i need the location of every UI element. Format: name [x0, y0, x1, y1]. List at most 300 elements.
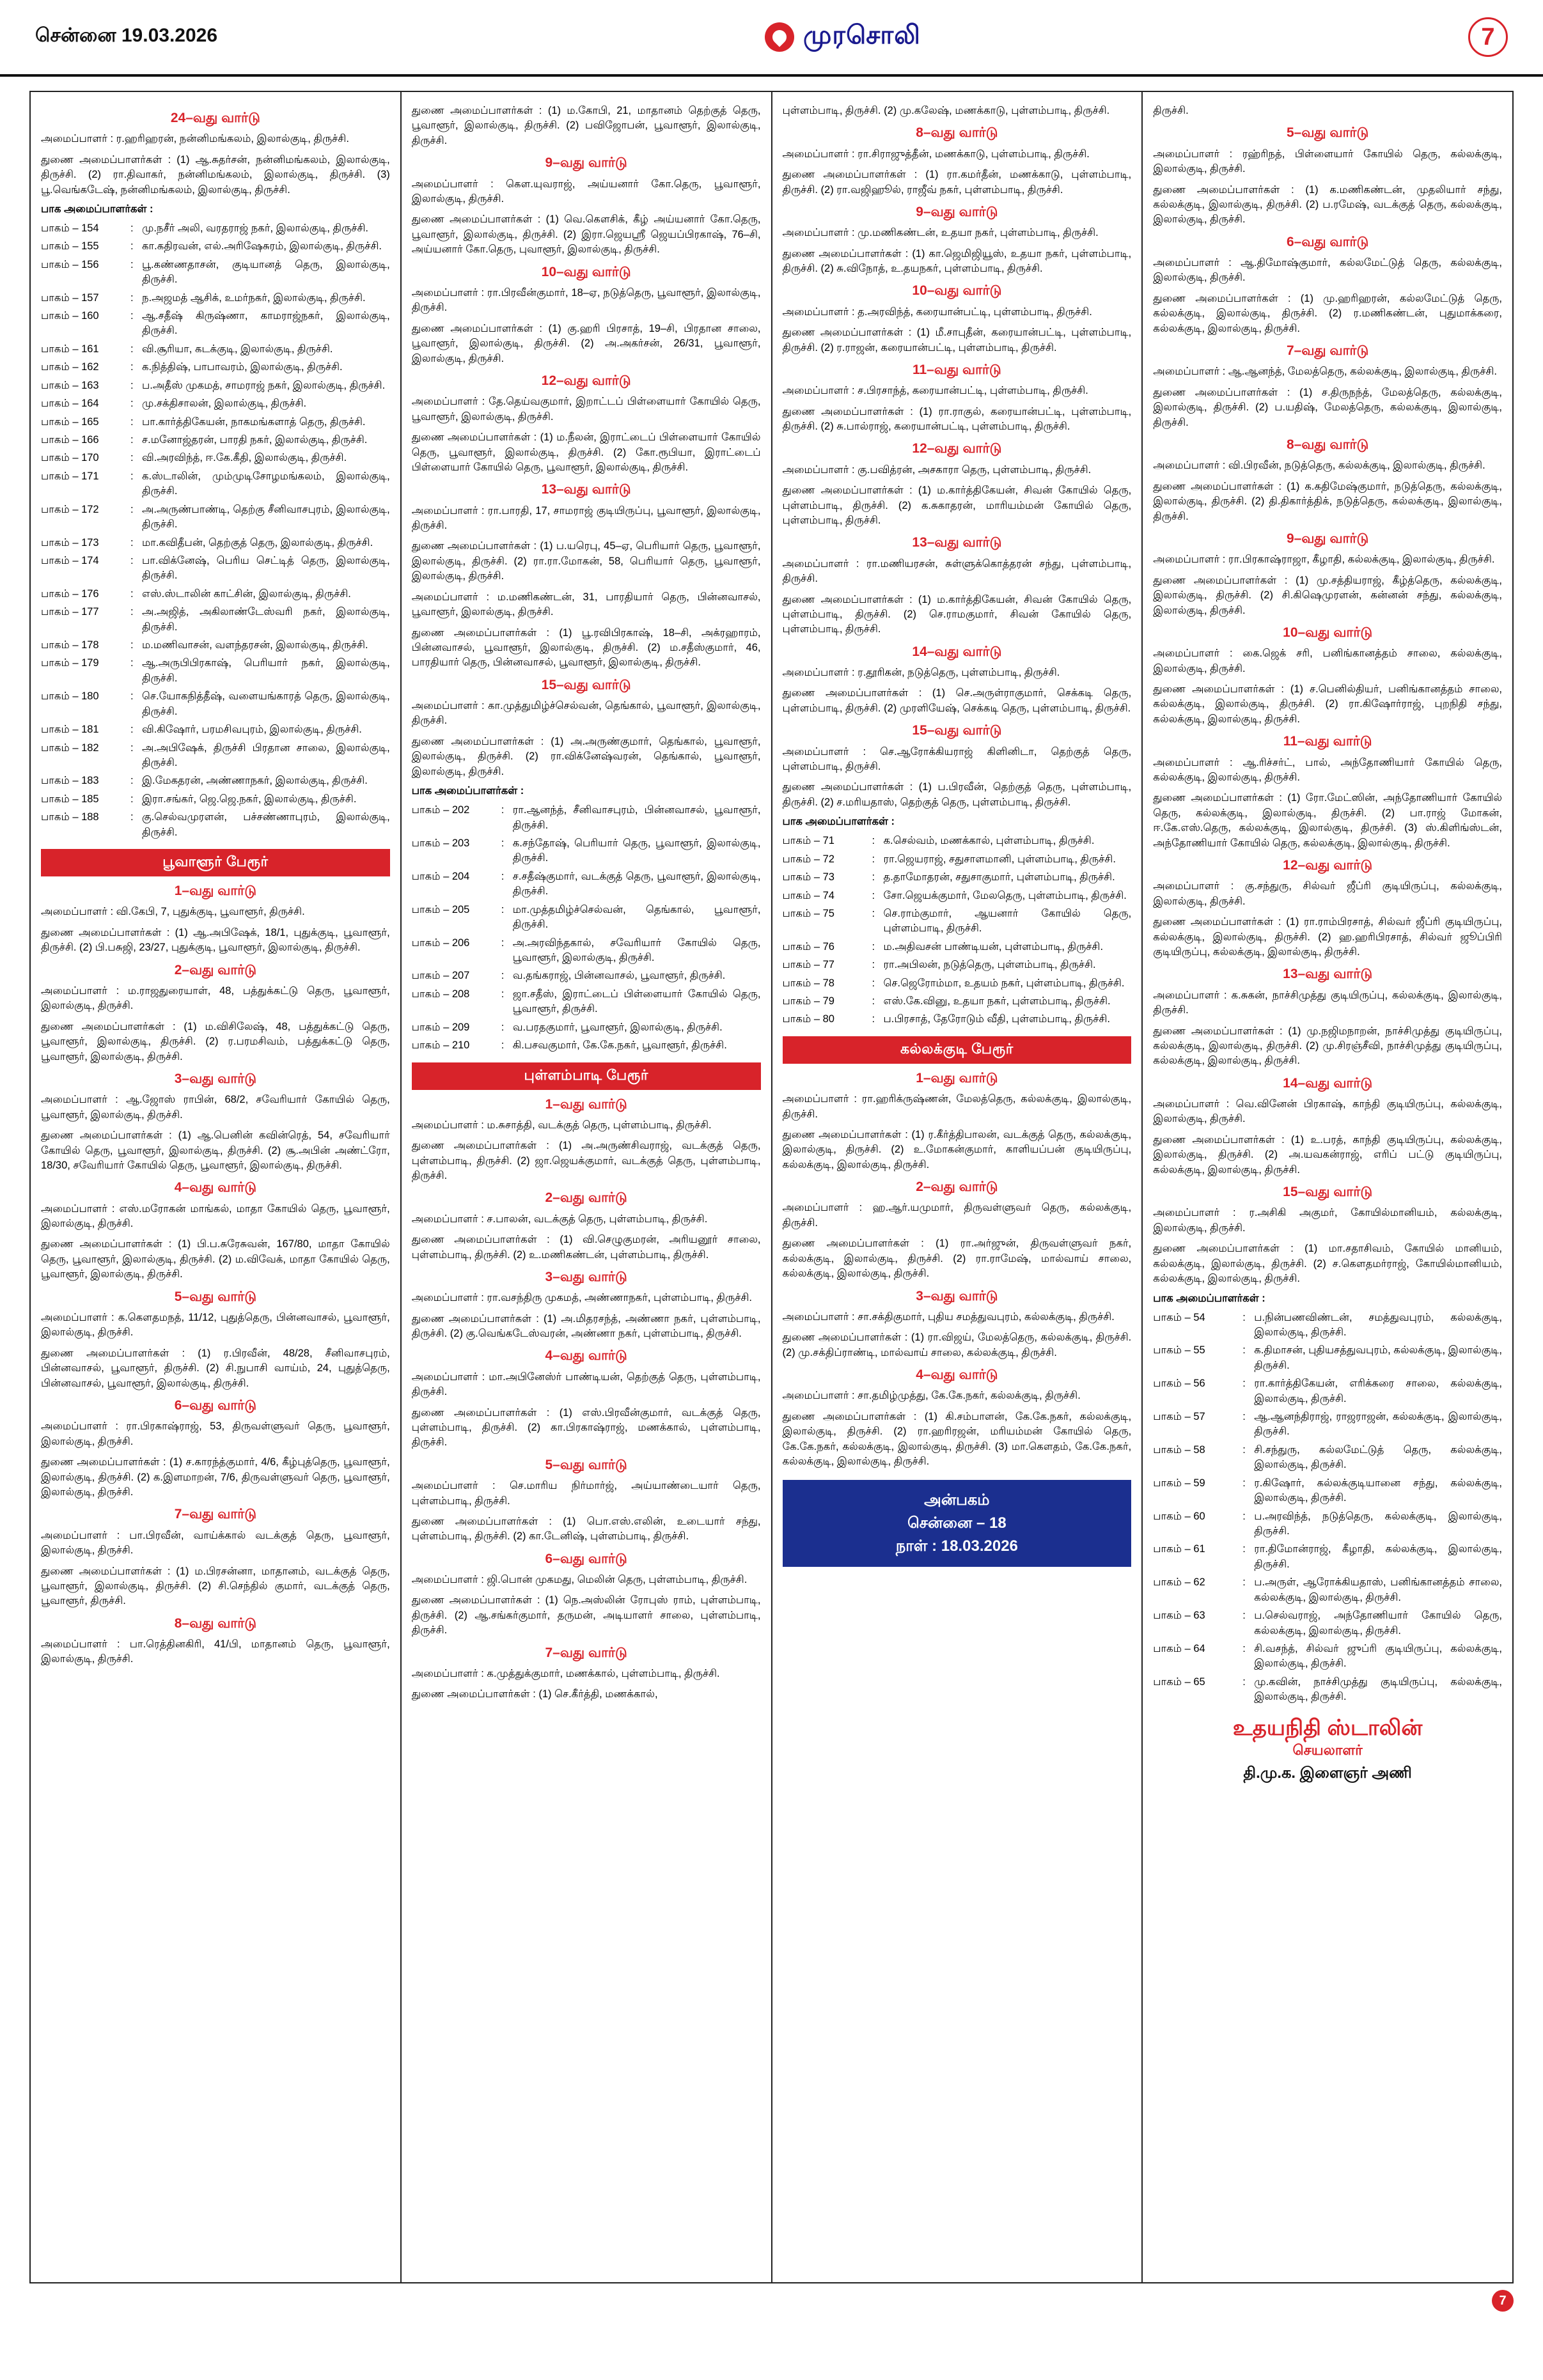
organiser-entry: துணை அமைப்பாளர்கள் : (1) எஸ்.பிரவீன்குமார், வடக்குத் தெரு, புள்ளம்பாடி, திருச்சி. (2) கா.பிரகாஷ்ராஜ், மணக்கால், புள்ளம்பாடி, திருச்சி. [411, 1406, 761, 1449]
part-row [783, 870, 1132, 885]
part-separator: : [130, 452, 134, 464]
ward-heading: 9–வது வார்டு [916, 204, 998, 219]
part-organiser-name: ப.அரவிந்த், நடுத்தெரு, கல்லக்குடி, இலால்குடி, திருச்சி. [1254, 1510, 1502, 1537]
part-number: பாகம் – 59 [1153, 1477, 1205, 1489]
part-number: பாகம் – 63 [1153, 1610, 1205, 1622]
part-separator: : [130, 639, 134, 651]
part-separator: : [130, 554, 134, 566]
ward-heading: 5–வது வார்டு [174, 1289, 257, 1304]
part-organiser-name: ம.மணிவாசன், வளந்தரசன், இலால்குடி, திருச்சி. [142, 639, 368, 651]
organiser-entry: அமைப்பாளர் : ஆ.ஜோஸ் ராபின், 68/2, சவேரியார் கோயில் தெரு, பூவாளூர், இலால்குடி, திருச்சி. [41, 1094, 390, 1121]
organiser-entry: துணை அமைப்பாளர்கள் : (1) ரா.கமர்தீன், மணக்காடு, புள்ளம்பாடி, திருச்சி. (2) ரா.வஜிஹூல், ராஜீவ் நகர், புள்ளம்பாடி, திருச்சி. [782, 169, 1132, 196]
ward-heading: 12–வது வார்டு [912, 441, 1002, 456]
part-number: பாகம் – 78 [782, 977, 834, 989]
part-organiser-name: எஸ்.ஸ்டாலின் காட்சின், இலால்குடி, திருச்சி. [142, 587, 351, 600]
organiser-entry: அமைப்பாளர் : மா.அபினேஸ்ர் பாண்டியன், தெற்குத் தெரு, புள்ளம்பாடி, திருச்சி. [411, 1371, 761, 1398]
part-number: பாகம் – 75 [782, 907, 834, 919]
part-row [412, 987, 761, 1017]
part-number: பாகம் – 157 [41, 292, 99, 304]
organiser-entry: துணை அமைப்பாளர்கள் : (1) பொ.எஸ்.எலின், உடையார் சந்து, புள்ளம்பாடி, திருச்சி. (2) கா.டேனிஷ், புள்ளம்பாடி, திருச்சி. [411, 1515, 761, 1543]
part-organiser-name: அ.அபிஷேக், திருச்சி பிரதான சாலை, இலால்குடி, திருச்சி. [142, 742, 390, 769]
part-organiser-name: செ.ஜெரோம்மா, உதயம் நகர், புள்ளம்பாடி, திருச்சி. [883, 977, 1125, 989]
part-number: பாகம் – 205 [411, 903, 470, 915]
part-number: பாகம் – 154 [41, 222, 99, 234]
organiser-entry: அமைப்பாளர் : க.கௌதமநத், 11/12, புதுத்தெரு, பின்னவாசல், பூவாளூர், இலால்குடி, திருச்சி. [41, 1311, 390, 1339]
part-row [783, 940, 1132, 954]
address-line: அன்பகம் [924, 1491, 990, 1509]
part-organiser-list [783, 834, 1132, 1027]
ward-heading: 12–வது வார்டு [541, 373, 631, 388]
part-row [41, 221, 390, 236]
part-separator: : [501, 937, 505, 949]
page-number-badge: 7 [1468, 17, 1508, 57]
part-separator: : [1242, 1543, 1246, 1555]
part-organiser-name: வ.தங்கராஜ், பின்னவாசல், பூவாளூர், திருச்சி. [512, 970, 726, 982]
ward-heading: 13–வது வார்டு [1283, 967, 1373, 982]
organiser-entry: அமைப்பாளர் : கௌ.யுவராஜ், அய்யனார் கோ.தெரு, பூவாளூர், இலால்குடி, திருச்சி. [411, 178, 761, 205]
part-row [412, 1038, 761, 1053]
ward-heading: 15–வது வார்டு [541, 677, 631, 692]
organiser-entry: அமைப்பாளர் : ஆ.ரிச்சர்ட், பால், அந்தோணியார் கோயில் தெரு, கல்லக்குடி, இலால்குடி, திருச்சி. [1153, 756, 1502, 783]
part-row [783, 889, 1132, 903]
ward-heading: 13–வது வார்டு [912, 535, 1002, 550]
part-organiser-name: ப.பிரசாத், தேரோடும் வீதி, புள்ளம்பாடி, திருச்சி. [883, 1013, 1110, 1025]
section-subtitle: பாக அமைப்பாளர்கள் : [1153, 1292, 1265, 1304]
part-row [41, 378, 390, 393]
part-organiser-name: ரா.ஆனந்த், சீனிவாசபுரம், பின்னவாசல், பூவாளூர், திருச்சி. [512, 804, 761, 831]
organiser-entry: துணை அமைப்பாளர்கள் : (1) ரா.விஜய், மேலத்தெரு, கல்லக்குடி, திருச்சி. (2) மு.சக்திப்ராண்டி, மால்வாய் சாலை, கல்லக்குடி, திருச்சி. [782, 1332, 1132, 1358]
part-separator: : [130, 503, 134, 515]
organiser-entry: அமைப்பாளர் : ரா.வசந்திரு முகமத், அண்ணாநகர், புள்ளம்பாடி, திருச்சி. [411, 1292, 752, 1304]
part-row [1153, 1343, 1502, 1373]
part-number: பாகம் – 210 [411, 1039, 470, 1052]
part-number: பாகம் – 185 [41, 793, 99, 805]
town-banner: புள்ளம்பாடி பேரூர் [412, 1062, 761, 1090]
organiser-entry: துணை அமைப்பாளர்கள் : (1) உ.பரத், காந்தி குடியிருப்பு, கல்லக்குடி, இலால்குடி, திருச்சி. (2) அ.யவகன்ராஜ், எரிப் பட்டு குடியிருப்பு, கல்லக்குடி, இலால்குடி, திருச்சி. [1153, 1133, 1502, 1176]
part-organiser-name: அ.அருண்பாண்டி, தெற்கு சீனிவாசபுரம், இலால்குடி, திருச்சி. [142, 503, 390, 531]
part-separator: : [130, 343, 134, 355]
part-separator: : [872, 871, 875, 883]
ward-heading: 3–வது வார்டு [916, 1288, 998, 1303]
part-row [783, 852, 1132, 867]
part-row [783, 994, 1132, 1009]
masthead-title: முரசொலி [803, 21, 921, 49]
organiser-entry: துணை அமைப்பாளர்கள் : (1) மா.சதாசிவம், கோயில் மானியம், கல்லக்குடி, இலால்குடி, திருச்சி. (2) ச.கௌதமர்ராஜ், கோயில்மானியம், கல்லக்குடி, இலால்குடி, திருச்சி. [1153, 1243, 1502, 1285]
part-row [783, 976, 1132, 991]
part-row [412, 803, 761, 833]
part-row [41, 291, 390, 306]
organiser-entry: அமைப்பாளர் : க.முத்துக்குமார், மணக்கால், புள்ளம்பாடி, திருச்சி. [411, 1667, 720, 1679]
organiser-entry: துணை அமைப்பாளர்கள் : (1) அ.அருண்சிவராஜ், வடக்குத் தெரு, புள்ளம்பாடி, திருச்சி. (2) ஜா.ஜெயக்குமார், வடக்குத் தெரு, புள்ளம்பாடி, திருச்சி. [411, 1140, 761, 1182]
part-row [412, 836, 761, 866]
content-columns [29, 91, 1514, 2283]
part-row [41, 722, 390, 737]
part-separator: : [130, 724, 134, 736]
part-row [1153, 1608, 1502, 1638]
organiser-entry: அமைப்பாளர் : ரா.சிராஜுத்தீன், மணக்காடு, புள்ளம்பாடி, திருச்சி. [782, 148, 1090, 160]
part-separator: : [872, 959, 875, 971]
part-number: பாகம் – 172 [41, 503, 99, 515]
part-row [1153, 1476, 1502, 1506]
organiser-entry: துணை அமைப்பாளர்கள் : (1) ஆ.சுதர்சன், நன்னிமங்கலம், இலால்குடி, திருச்சி. (2) ரா.திவாகர், நன்னிமங்கலம், இலால்குடி, திருச்சி. (3) பூ.வெங்கடேஷ், நன்னிமங்கலம், இலால்குடி, திருச்சி. [41, 153, 390, 196]
part-number: பாகம் – 188 [41, 811, 99, 823]
part-organiser-name: ம.அதிவசன் பாண்டியன், புள்ளம்பாடி, திருச்சி. [883, 940, 1104, 953]
part-number: பாகம் – 163 [41, 379, 99, 391]
part-organiser-name: க.ஸ்டாலின், மும்முடிசோழமங்கலம், இலால்குடி, திருச்சி. [142, 470, 390, 497]
part-organiser-name: கா.கதிரவன், எல்.அரிஷேசுரம், இலால்குடி, திருச்சி. [142, 240, 382, 253]
ward-heading: 24–வது வார்டு [170, 111, 260, 125]
organiser-entry: அமைப்பாளர் : ம.ராஜதுரையாள், 48, பத்துக்கட்டு தெரு, பூவாளூர், இலால்குடி, திருச்சி. [41, 984, 390, 1012]
part-separator: : [130, 775, 134, 787]
organiser-entry: அமைப்பாளர் : ஜி.பொன் முகமது, மெலின் தெரு, புள்ளம்பாடி, திருச்சி. [411, 1574, 748, 1586]
part-number: பாகம் – 73 [782, 871, 834, 883]
part-number: பாகம் – 176 [41, 587, 99, 600]
section-subtitle: பாக அமைப்பாளர்கள் : [411, 785, 524, 797]
part-organiser-name: பா.கார்த்திகேயன், நாகமங்களாத் தெரு, திருச்சி. [142, 416, 366, 428]
part-separator: : [1242, 1610, 1246, 1622]
organiser-entry: துணை அமைப்பாளர்கள் : (1) கி.சம்பாளன், கே.கே.நகர், கல்லக்குடி, இலால்குடி, திருச்சி. (2) ரா.ஹரிரஜன், மரியம்மன் கோயில் தெரு, கே.கே.நகர், கல்லக்குடி, இலால்குடி, திருச்சி. (3) மா.கௌதம், கே.கே.நகர், கல்லக்குடி, இலால்குடி, திருச்சி. [782, 1410, 1132, 1468]
part-organiser-name: ரா.திமோன்ராஜ், கீழாதி, கல்லக்குடி, இலால்குடி, திருச்சி. [1254, 1543, 1502, 1570]
part-organiser-name: எஸ்.கே.வினு, உதயா நகர், புள்ளம்பாடி, திருச்சி. [883, 995, 1111, 1007]
ward-heading: 6–வது வார்டு [545, 1551, 627, 1566]
organiser-entry: துணை அமைப்பாளர்கள் : (1) ம.கார்த்திகேயன், சிவன் கோயில் தெரு, புள்ளம்பாடி, திருச்சி. (2) க.சுகாதரன், மாரியம்மன் கோயில் தெரு, புள்ளம்பாடி, திருச்சி. [782, 485, 1132, 526]
footer-bar [29, 2290, 1514, 2315]
part-organiser-name: ந.அஜமத் ஆசிக், உமர்நகர், இலால்குடி, திருச்சி. [142, 292, 366, 304]
part-organiser-name: க.செல்வம், மணக்கால், புள்ளம்பாடி, திருச்சி. [883, 835, 1095, 847]
organiser-entry: அமைப்பாளர் : ம.சுசாத்தி, வடக்குத் தெரு, புள்ளம்பாடி, திருச்சி. [411, 1119, 712, 1131]
part-number: பாகம் – 62 [1153, 1576, 1205, 1589]
ward-heading: 7–வது வார்டு [545, 1645, 627, 1660]
part-organiser-name: செ.யோகநித்தீஷ், வளையங்காரத் தெரு, இலால்குடி, திருச்சி. [142, 690, 390, 717]
part-organiser-name: க.சந்தோஷ், பெரியார் தெரு, பூவாளூர், இலால்குடி, திருச்சி. [512, 837, 761, 864]
part-number: பாகம் – 61 [1153, 1543, 1205, 1555]
part-row [41, 587, 390, 602]
part-organiser-name: வ.பரதகுமார், பூவாளூர், இலால்குடி, திருச்சி. [512, 1021, 723, 1033]
ward-heading: 15–வது வார்டு [1283, 1185, 1373, 1200]
ward-heading: 15–வது வார்டு [912, 723, 1002, 738]
organiser-entry: அமைப்பாளர் : ரா.பிரகாஷ்ராஜா, கீழாதி, கல்லக்குடி, இலால்குடி, திருச்சி. [1153, 554, 1495, 566]
part-separator: : [1242, 1344, 1246, 1357]
part-separator: : [872, 907, 875, 919]
signatory-role: செயலாளர் [1292, 1742, 1363, 1759]
organiser-entry: துணை அமைப்பாளர்கள் : (1) ம.கார்த்திகேயன், சிவன் கோயில் தெரு, புள்ளம்பாடி, திருச்சி. (2) செ.ராமகுமார், சிவன் கோயில் தெரு, புள்ளம்பாடி, திருச்சி. [782, 593, 1132, 635]
part-organiser-name: இரா.சங்கர், ஜெ.ஜெ.நகர், இலால்குடி, திருச்சி. [142, 793, 357, 805]
part-organiser-name: ஆ.சதீஷ் கிருஷ்ணா, காமராஜ்நகர், இலால்குடி, திருச்சி. [142, 310, 390, 337]
part-separator: : [1242, 1510, 1246, 1522]
organiser-entry: துணை அமைப்பாளர்கள் : (1) அ.மிதரசந்த், அண்ணா நகர், புள்ளம்பாடி, திருச்சி. (2) கு.வெங்கடேஸ்வரன், அண்ணா நகர், புள்ளம்பாடி, திருச்சி. [411, 1312, 761, 1340]
organiser-entry: அமைப்பாளர் : கு.பவித்ரன், அசகாரா தெரு, புள்ளம்பாடி, திருச்சி. [782, 463, 1092, 476]
address-line: நாள் : 18.03.2026 [895, 1537, 1018, 1555]
masthead [0, 0, 1543, 77]
organiser-entry: துணை அமைப்பாளர்கள் : (1) பி.ப.சுரேசுவன், 167/80, மாதா கோயில் தெரு, பூவாளூர், இலால்குடி, திருச்சி. (2) ம.விவேக், மாதா கோயில் தெரு, பூவாளூர், இலால்குடி, திருச்சி. [41, 1238, 390, 1280]
column-1 [31, 92, 400, 2282]
organiser-entry: அமைப்பாளர் : ரா.பிரவீன்குமார், 18–ஏ, நடுத்தெரு, பூவாளூர், இலால்குடி, திருச்சி. [411, 286, 761, 314]
organiser-entry: அமைப்பாளர் : மு.மணிகண்டன், உதயா நகர், புள்ளம்பாடி, திருச்சி. [782, 227, 1099, 239]
part-separator: : [130, 606, 134, 618]
organiser-entry: அமைப்பாளர் : தே.தெய்வகுமார், இறாட்டப் பிள்ளையார் கோயில் தெரு, பூவாளூர், இலால்குடி, திருச்சி. [411, 396, 761, 423]
ward-heading: 14–வது வார்டு [912, 644, 1002, 659]
part-row [783, 1012, 1132, 1027]
ward-heading: 5–வது வார்டு [1286, 125, 1369, 141]
part-row [41, 360, 390, 375]
organiser-entry: அமைப்பாளர் : ரா.பாரதி, 17, சாமராஜ் குடியிருப்பு, பூவாளூர், இலால்குடி, திருச்சி. [411, 504, 761, 532]
part-number: பாகம் – 72 [782, 853, 834, 865]
part-separator: : [130, 240, 134, 253]
organiser-entry: துணை அமைப்பாளர்கள் : (1) ம.நீலன், இராட்டைப் பிள்ளையார் கோயில் தெரு, பூவாளூர், இலால்குடி, திருச்சி. (2) கோ.ரூபியா, இராட்டைப் பிள்ளையார் கோயில் தெரு, பூவாளூர், இலால்குடி, திருச்சி. [411, 432, 761, 473]
part-row [412, 1020, 761, 1035]
part-number: பாகம் – 183 [41, 775, 99, 787]
part-number: பாகம் – 71 [782, 835, 834, 847]
organiser-entry: அமைப்பாளர் : கு.சந்துரு, சில்வர் ஜீப்ரி குடியிருப்பு, கல்லக்குடி, இலால்குடி, திருச்சி. [1153, 880, 1502, 907]
part-organiser-name: சோ.ஜெயக்குமார், மேலதெரு, புள்ளம்பாடி, திருச்சி. [883, 889, 1127, 901]
organiser-entry: துணை அமைப்பாளர்கள் : (1) ச.திருநந்த், மேலத்தெரு, கல்லக்குடி, இலால்குடி, திருச்சி. (2) ப.யதிஷ், மேலத்தெரு, கல்லக்குடி, இலால்குடி, திருச்சி. [1153, 386, 1502, 428]
part-row [1153, 1311, 1502, 1341]
organiser-entry: அமைப்பாளர் : ஹ.ஆர்.யமுமார், திருவள்ளுவர் தெரு, கல்லக்குடி, திருச்சி. [782, 1202, 1132, 1229]
part-row [41, 774, 390, 788]
part-separator: : [1242, 1411, 1246, 1423]
part-row [41, 554, 390, 584]
ward-heading: 12–வது வார்டு [1283, 858, 1373, 873]
masthead-date: சென்னை 19.03.2026 [35, 25, 218, 46]
part-row [41, 656, 390, 686]
part-row [41, 258, 390, 288]
organiser-entry: அமைப்பாளர் : பா.பிரவீன், வாய்க்கால் வடக்குத் தெரு, பூவாளூர், இலால்குடி, திருச்சி. [41, 1529, 390, 1557]
part-separator: : [130, 657, 134, 669]
part-number: பாகம் – 74 [782, 889, 834, 901]
part-organiser-name: மு.சக்திசாலன், இலால்குடி, திருச்சி. [142, 398, 307, 410]
organiser-entry: அமைப்பாளர் : ரா.மணியரசன், சுள்ளுக்கொத்தரன் சந்து, புள்ளம்பாடி, திருச்சி. [782, 557, 1132, 585]
part-organiser-name: ச.மனோஜ்தரன், பாரதி நகர், இலால்குடி, திருச்சி. [142, 434, 368, 446]
organiser-entry: துணை அமைப்பாளர்கள் : (1) மு.நஜிமநாறன், நாச்சிமுத்து குடியிருப்பு, கல்லக்குடி, இலால்குடி, திருச்சி. (2) மு.சிரஞ்சீவி, நாச்சிமுத்து குடியிருப்பு, கல்லக்குடி, இலால்குடி, திருச்சி. [1153, 1025, 1502, 1067]
part-organiser-list [1153, 1311, 1502, 1705]
column-3 [771, 92, 1142, 2282]
organiser-entry: புள்ளம்பாடி, திருச்சி. (2) மு.கலேஷ், மணக்காடு, புள்ளம்பாடி, திருச்சி. [782, 105, 1110, 116]
part-row [412, 968, 761, 983]
part-separator: : [130, 536, 134, 548]
part-row [41, 309, 390, 339]
part-row [41, 792, 390, 807]
organiser-entry: துணை அமைப்பாளர்கள் : (1) அ.அருண்குமார், தெங்கால், பூவாளூர், இலால்குடி, திருச்சி. (2) ரா.விக்னேஷ்வரன், தெங்கால், பூவாளூர், இலால்குடி, திருச்சி. [411, 735, 761, 777]
part-row [1153, 1675, 1502, 1705]
part-separator: : [501, 837, 505, 850]
part-organiser-name: ச.சதீஷ்குமார், வடக்குத் தெரு, பூவாளூர், இலால்குடி, திருச்சி. [512, 870, 761, 898]
part-number: பாகம் – 204 [411, 870, 470, 882]
part-organiser-name: அ.அஜித், அகிலாண்டேஸ்வரி நகர், இலால்குடி, திருச்சி. [142, 606, 390, 633]
part-organiser-name: மா.முத்தமிழ்ச்செல்வன், தெங்கால், பூவாளூர், திருச்சி. [512, 903, 761, 931]
part-separator: : [1242, 1477, 1246, 1489]
part-organiser-name: மு.கவின், நாச்சிமுத்து குடியிருப்பு, கல்லக்குடி, இலால்குடி, திருச்சி. [1254, 1676, 1502, 1703]
part-number: பாகம் – 162 [41, 361, 99, 373]
ward-heading: 8–வது வார்டு [174, 1615, 257, 1631]
part-separator: : [130, 587, 134, 600]
part-separator: : [130, 434, 134, 446]
part-organiser-name: க.நித்திஷ், பாபாவரம், இலால்குடி, திருச்சி. [142, 361, 343, 373]
part-organiser-name: ர.கிஷோர், கல்லக்குடியானை சந்து, கல்லக்குடி, இலால்குடி, திருச்சி. [1254, 1477, 1502, 1504]
part-separator: : [872, 853, 875, 865]
organiser-entry: அமைப்பாளர் : ம.மணிகண்டன், 31, பாரதியார் தெரு, பின்னவாசல், பூவாளூர், இலால்குடி, திருச்சி. [411, 591, 761, 618]
part-organiser-name: ப.அருள், ஆரோக்கியதாஸ், பனிங்கானத்தம் சாலை, கல்லக்குடி, இலால்குடி, திருச்சி. [1254, 1576, 1502, 1603]
part-number: பாகம் – 165 [41, 416, 99, 428]
organiser-entry: துணை அமைப்பாளர்கள் : (1) வெ.கௌசிக், கீழ் அய்யனார் கோ.தெரு, பூவாளூர், இலால்குடி, திருச்சி. (2) இரா.ஜெயஸ்ரீ ஜெயப்பிரகாஷ், 76–சி, அய்யனார் கோ.தெரு, புவாளூர், இலால்குடி, திருச்சி. [411, 214, 761, 256]
part-separator: : [872, 889, 875, 901]
organiser-entry: அமைப்பாளர் : ர.தூரிகன், நடுத்தெரு, புள்ளம்பாடி, திருச்சி. [782, 667, 1060, 679]
address-line: சென்னை – 18 [907, 1514, 1006, 1532]
part-separator: : [501, 1021, 505, 1033]
organiser-entry: துணை அமைப்பாளர்கள் : (1) ம.கோபி, 21, மாதானம் தெற்குத் தெரு, பூவாளூர், இலால்குடி, திருச்சி. (2) பவிஜோபன், பூவாளூர், இலால்குடி, திருச்சி. [411, 105, 761, 146]
ward-heading: 11–வது வார்டு [912, 362, 1001, 377]
part-number: பாகம் – 180 [41, 690, 99, 703]
ward-heading: 13–வது வார்டு [541, 482, 631, 497]
part-number: பாகம் – 174 [41, 554, 99, 566]
organiser-entry: துணை அமைப்பாளர்கள் : (1) ச.காரந்த்குமார், 4/6, கீழ்புத்தெரு, பூவாளூர், இலால்குடி, திருச்சி. (2) க.இளமாறன், 7/6, திருவள்ளுவர் தெரு, பூவாளூர், இலால்குடி, திருச்சி. [41, 1456, 390, 1498]
part-number: பாகம் – 76 [782, 940, 834, 953]
part-separator: : [872, 835, 875, 847]
part-number: பாகம் – 156 [41, 258, 99, 270]
organiser-entry: அமைப்பாளர் : ரா.பிரகாஷ்ராஜ், 53, திருவள்ளுவர் தெரு, பூவாளூர், இலால்குடி, திருச்சி. [41, 1420, 390, 1447]
signatory-name: உதயநிதி ஸ்டாலின் [1232, 1715, 1423, 1740]
publication-address-box [783, 1480, 1132, 1567]
ward-heading: 1–வது வார்டு [916, 1070, 998, 1085]
ward-heading: 10–வது வார்டு [1283, 625, 1373, 640]
organiser-entry: அமைப்பாளர் : கை.ஜெக் சரி, பனிங்கானத்தம் சாலை, கல்லக்குடி, இலால்குடி, திருச்சி. [1153, 648, 1502, 674]
organiser-entry: துணை அமைப்பாளர்கள் : (1) ரா.அர்ஜுன், திருவள்ளுவர் நகர், கல்லக்குடி, இலால்குடி, திருச்சி. (2) ரா.ராமேஷ், மால்வாய் சாலை, கல்லக்குடி, இலால்குடி, திருச்சி. [782, 1238, 1132, 1280]
part-number: பாகம் – 155 [41, 240, 99, 253]
section-subtitle: பாக அமைப்பாளர்கள் : [782, 816, 895, 828]
part-separator: : [1242, 1576, 1246, 1589]
part-organiser-name: ரா.ஜெயராஜ், சதுசாளமானி, புள்ளம்பாடி, திருச்சி. [883, 853, 1116, 865]
organiser-entry: துணை அமைப்பாளர்கள் : (1) ம.விசிலேஷ், 48, பத்துக்கட்டு தெரு, பூவாளூர், இலால்குடி, திருச்சி. (2) ர.பரமசிவம், பத்துக்கட்டு தெரு, பூவாளூர், இலால்குடி, திருச்சி. [41, 1020, 390, 1062]
part-separator: : [130, 379, 134, 391]
part-number: பாகம் – 202 [411, 804, 470, 816]
part-separator: : [130, 258, 134, 270]
part-separator: : [130, 793, 134, 805]
part-number: பாகம் – 57 [1153, 1411, 1205, 1423]
part-row [1153, 1509, 1502, 1539]
part-number: பாகம் – 177 [41, 606, 99, 618]
organiser-entry: அமைப்பாளர் : வி.கேபி, 7, புதுக்குடி, பூவாளூர், திருச்சி. [41, 906, 305, 918]
part-organiser-name: மு.நசீர் அலி, வரதராஜ் நகர், இலால்குடி, திருச்சி. [142, 222, 369, 234]
part-separator: : [130, 742, 134, 754]
part-separator: : [501, 988, 505, 1000]
part-separator: : [130, 398, 134, 410]
ward-heading: 1–வது வார்டு [174, 883, 257, 899]
part-number: பாகம் – 203 [411, 837, 470, 850]
part-organiser-name: அ.அரவிந்தகால், சவேரியார் கோயில் தெரு, பூவாளூர், இலால்குடி, திருச்சி. [512, 937, 761, 963]
part-row [41, 741, 390, 771]
part-separator: : [501, 804, 505, 816]
organiser-entry: துணை அமைப்பாளர்கள் : (1) மீ.சாபுதீன், கரையான்பட்டி, புள்ளம்பாடி, திருச்சி. (2) ர.ராஜன், கரையான்பட்டி, புள்ளம்பாடி, திருச்சி. [782, 327, 1132, 354]
part-row [41, 451, 390, 465]
ward-heading: 1–வது வார்டு [545, 1096, 627, 1112]
part-number: பாகம் – 178 [41, 639, 99, 651]
ward-heading: 11–வது வார்டு [1283, 734, 1372, 749]
part-separator: : [130, 470, 134, 482]
part-organiser-name: ரா.கார்த்திகேயன், எரிக்கரை சாலை, கல்லக்குடி, இலால்குடி, திருச்சி. [1254, 1378, 1502, 1404]
part-row [41, 396, 390, 411]
part-separator: : [1242, 1311, 1246, 1323]
part-number: பாகம் – 65 [1153, 1676, 1205, 1688]
part-separator: : [130, 292, 134, 304]
ward-heading: 5–வது வார்டு [545, 1457, 627, 1472]
part-separator: : [872, 1013, 875, 1025]
part-number: பாகம் – 209 [411, 1021, 470, 1033]
part-organiser-name: ப.அதீஸ் முகமத், சாமராஜ் நகர், இலால்குடி, திருச்சி. [142, 379, 386, 391]
organiser-entry: துணை அமைப்பாளர்கள் : (1) கு.ஹரி பிரசாத், 19–சி, பிரதான சாலை, பூவாளூர், இலால்குடி, திருச்சி. (2) அ.அகர்சன், 26/31, பூவாளூர், இலால்குடி, திருச்சி. [411, 322, 761, 364]
part-separator: : [872, 977, 875, 989]
part-row [41, 342, 390, 357]
part-number: பாகம் – 79 [782, 995, 834, 1007]
organiser-entry: துணை அமைப்பாளர்கள் : (1) மு.சத்தியராஜ், கீழ்த்தெரு, கல்லக்குடி, இலால்குடி, திருச்சி. (2) சி.கிஷெமுரளன், கன்னன் சந்து, கல்லக்குடி, இலால்குடி, திருச்சி. [1153, 574, 1502, 616]
organiser-entry: துணை அமைப்பாளர்கள் : (1) செ.கீர்த்தி, மணக்கால், [411, 1688, 658, 1700]
organiser-entry: துணை அமைப்பாளர்கள் : (1) நெ.அஸ்லின் ரோபுஸ் ராம், புள்ளம்பாடி, திருச்சி. (2) ஆ.சங்கர்குமார், தருமன், அடியாளர் சாலை, புள்ளம்பாடி, திருச்சி. [411, 1594, 761, 1637]
part-number: பாகம் – 160 [41, 310, 99, 322]
organiser-entry: அமைப்பாளர் : கா.முத்துமிழ்ச்செல்வன், தெங்கால், பூவாளூர், இலால்குடி, திருச்சி. [411, 700, 761, 727]
part-separator: : [130, 690, 134, 703]
part-row [41, 810, 390, 840]
part-organiser-name: பூ.கண்ணதாசன், குடியானத் தெரு, இலால்குடி, திருச்சி. [142, 258, 390, 286]
ward-heading: 9–வது வார்டு [545, 155, 627, 171]
part-separator: : [1242, 1676, 1246, 1688]
part-separator: : [130, 222, 134, 234]
part-organiser-name: மா.கவிதீபன், தெற்குத் தெரு, இலால்குடி, திருச்சி. [142, 536, 373, 548]
part-separator: : [130, 416, 134, 428]
organiser-entry: துணை அமைப்பாளர்கள் : (1) ரா.ராகுல், கரையான்பட்டி, புள்ளம்பாடி, திருச்சி. (2) சு.பால்ராஜ், கரையான்பட்டி, புள்ளம்பாடி, திருச்சி. [782, 405, 1132, 433]
part-row [783, 834, 1132, 848]
signatory-organisation: தி.மு.க. இளைஞர் அணி [1243, 1764, 1412, 1782]
part-separator: : [1242, 1642, 1246, 1654]
part-separator: : [130, 310, 134, 322]
organiser-entry: அமைப்பாளர் : ச.பிரசாந்த், கரையான்பட்டி, புள்ளம்பாடி, திருச்சி. [782, 385, 1088, 397]
column-2 [400, 92, 771, 2282]
ward-heading: 3–வது வார்டு [545, 1269, 627, 1284]
flame-logo-icon [765, 22, 794, 52]
part-row [1153, 1376, 1502, 1406]
organiser-entry: துணை அமைப்பாளர்கள் : (1) ம.பிரசன்னா, மாதானம், வடக்குத் தெரு, பூவாளூர், இலால்குடி, திருச்சி. (2) சி.செந்தில் குமார், வடக்குத் தெரு, பூவாளூர், திருச்சி. [41, 1565, 390, 1607]
organiser-entry: அமைப்பாளர் : ஆ.திமோஷ்குமார், கல்லமேட்டுத் தெரு, கல்லக்குடி, இலால்குடி, திருச்சி. [1153, 257, 1502, 284]
part-row [1153, 1443, 1502, 1473]
organiser-entry: துணை அமைப்பாளர்கள் : (1) வி.செழுகுமரன், அரியனூர் சாலை, புள்ளம்பாடி, திருச்சி. (2) உ.மணிகண்டன், புள்ளம்பாடி, திருச்சி. [411, 1234, 761, 1261]
organiser-entry: அமைப்பாளர் : ச.பாலன், வடக்குத் தெரு, புள்ளம்பாடி, திருச்சி. [411, 1213, 708, 1225]
footer-page-badge: 7 [1492, 2290, 1514, 2312]
part-number: பாகம் – 55 [1153, 1344, 1205, 1357]
part-separator: : [1242, 1378, 1246, 1390]
ward-heading: 8–வது வார்டு [916, 125, 998, 141]
part-separator: : [130, 811, 134, 823]
part-organiser-name: ரா.அபிலன், நடுத்தெரு, புள்ளம்பாடி, திருச்சி. [883, 959, 1096, 971]
organiser-entry: அமைப்பாளர் : செ.மாரிய நிர்மார்ஜ், அய்யாண்டையார் தெரு, புள்ளம்பாடி, திருச்சி. [411, 1480, 761, 1507]
part-separator: : [130, 361, 134, 373]
organiser-entry: துணை அமைப்பாளர்கள் : (1) ரா.ராம்பிரசாத், சில்வர் ஜீப்ரி குடியிருப்பு, கல்லக்குடி, இலால்குடி, திருச்சி. (2) ஹ.ஹரிபிரசாத், சில்வர் ஜூப்பிரி குடியிருப்பு, கல்லக்குடி, இலால்குடி, திருச்சி. [1153, 916, 1502, 958]
part-row [412, 936, 761, 966]
organiser-entry: அமைப்பாளர் : பா.ரெத்தினகிரி, 41/பி, மாதானம் தெரு, பூவாளூர், இலால்குடி, திருச்சி. [41, 1638, 390, 1665]
part-organiser-name: க.திமாசன், புதியசத்துவபுரம், கல்லக்குடி, இலால்குடி, திருச்சி. [1254, 1344, 1502, 1371]
part-row [783, 958, 1132, 972]
ward-heading: 3–வது வார்டு [174, 1071, 257, 1086]
organiser-entry: அமைப்பாளர் : க.சுகன், நாச்சிமுத்து குடியிருப்பு, கல்லக்குடி, இலால்குடி, திருச்சி. [1153, 989, 1502, 1016]
part-number: பாகம் – 56 [1153, 1378, 1205, 1390]
organiser-entry: துணை அமைப்பாளர்கள் : (1) ர.பிரவீன், 48/28, சீனிவாசபுரம், பின்னவாசல், பூவாளூர், திருச்சி. (2) சி.நுபாசி வாய்ம், 24, புதுத்தெரு, பின்னவாசல், பூவாளூர், இலால்குடி, திருச்சி. [41, 1347, 390, 1389]
organiser-entry: அமைப்பாளர் : ர.அசிகி அகுமர், கோயில்மானியம், கல்லக்குடி, இலால்குடி, திருச்சி. [1153, 1207, 1502, 1234]
part-organiser-name: ஆ.ஆனந்திராஜ், ராஜராஜன், கல்லக்குடி, இலால்குடி, திருச்சி. [1254, 1411, 1502, 1438]
organiser-entry: துணை அமைப்பாளர்கள் : (1) கா.ஜெமிஜியூஸ், உதயா நகர், புள்ளம்பாடி, திருச்சி. (2) சு.விநோத், உ.தயநகர், புள்ளம்பாடி, திருச்சி. [782, 247, 1132, 275]
organiser-entry: துணை அமைப்பாளர்கள் : (1) பூ.ரவிபிரகாஷ், 18–சி, அக்ரஹாரம், பின்னவாசல், பூவாளூர், இலால்குடி, திருச்சி. (2) ம.சதீஸ்குமார், 46, பாரதியார் தெரு, பின்னவாசல், பூவாளூர், இலால்குடி, திருச்சி. [411, 626, 761, 669]
part-organiser-name: வி.அரவிந்த், ஈ.கே.கீதி, இலால்குடி, திருச்சி. [142, 452, 347, 464]
part-separator: : [1242, 1443, 1246, 1456]
part-number: பாகம் – 181 [41, 724, 99, 736]
part-organiser-name: ப.செல்வராஜ், அந்தோணியார் கோயில் தெரு, கல்லக்குடி, இலால்குடி, திருச்சி. [1254, 1610, 1502, 1637]
organiser-entry: அமைப்பாளர் : ரா.ஹரிக்ருஷ்ணன், மேலத்தெரு, கல்லக்குடி, இலால்குடி, திருச்சி. [782, 1093, 1132, 1120]
part-organiser-name: வி.கிஷோர், பரமசிவபுரம், இலால்குடி, திருச்சி. [142, 724, 362, 736]
